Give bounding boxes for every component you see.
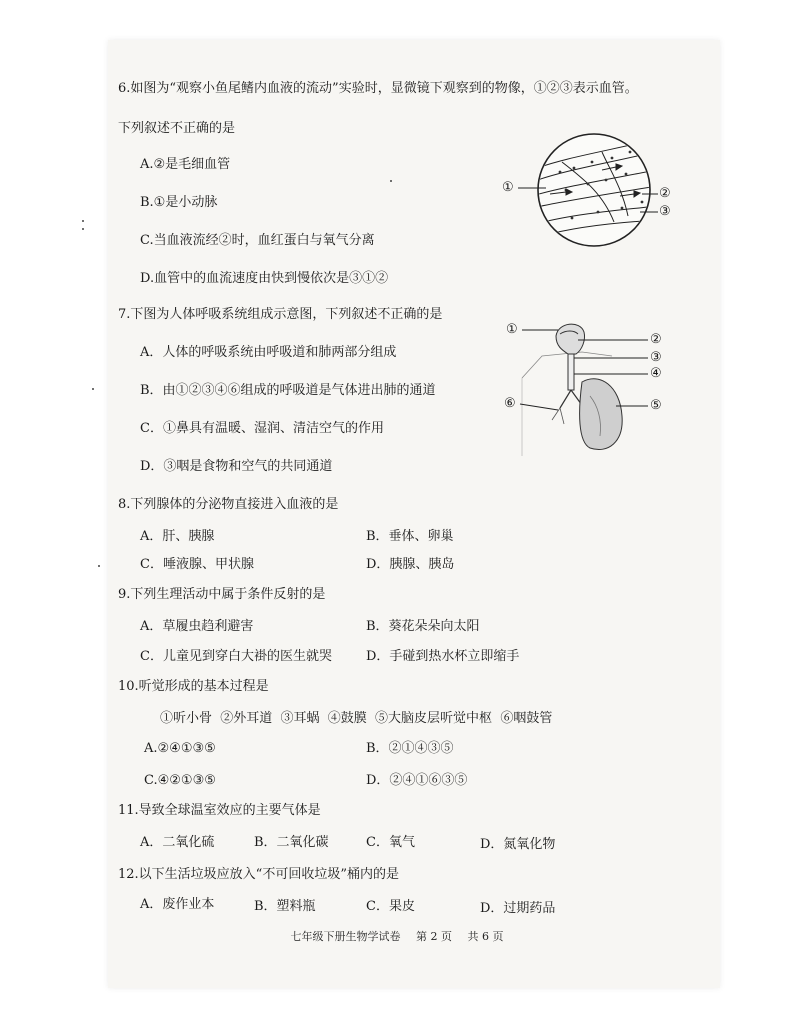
q6-option-d: D.血管中的血流速度由快到慢依次是③①② [140, 271, 389, 286]
respiratory-system-diagram [502, 316, 672, 466]
q7-option-c: C．①鼻具有温暖、湿润、清洁空气的作用 [140, 421, 384, 436]
q6-option-b: B.①是小动脉 [140, 195, 218, 210]
speck [390, 180, 392, 182]
q7-respiratory-figure [502, 316, 672, 466]
q11-option-c: C．氧气 [366, 835, 415, 850]
speck [92, 388, 94, 390]
q7-label-4: ④ [650, 366, 662, 381]
q7-stem: 7.下图为人体呼吸系统组成示意图，下列叙述不正确的是 [118, 307, 443, 322]
q10-option-a: A.②④①③⑤ [144, 741, 216, 756]
q7-label-5: ⑤ [650, 398, 662, 413]
q8-option-c: C．唾液腺、甲状腺 [140, 557, 254, 572]
q10-stem: 10.听觉形成的基本过程是 [118, 679, 269, 694]
q6-option-c: C.当血液流经②时，血红蛋白与氧气分离 [140, 233, 375, 248]
q6-stem-line1: 6.如图为“观察小鱼尾鳍内血液的流动”实验时，显微镜下观察到的物像，①②③表示血管。 [118, 81, 638, 96]
q11-stem: 11.导致全球温室效应的主要气体是 [118, 803, 321, 818]
q6-label-3: ③ [659, 204, 671, 219]
speck [82, 220, 84, 222]
q9-option-a: A．草履虫趋利避害 [140, 619, 254, 634]
q12-option-a: A．废作业本 [140, 897, 215, 912]
q7-label-3: ③ [650, 350, 662, 365]
q10-option-d: D．②④①⑥③⑤ [366, 773, 468, 788]
speck [98, 565, 100, 567]
q12-option-c: C．果皮 [366, 899, 415, 914]
speck [82, 228, 84, 230]
q6-label-2: ② [659, 186, 671, 201]
q7-label-1: ① [506, 322, 518, 337]
q11-option-b: B．二氧化碳 [254, 835, 329, 850]
q10-option-b: B．②①④③⑤ [366, 741, 454, 756]
page-footer [0, 928, 794, 944]
q11-option-d: D．氮氧化物 [480, 837, 556, 852]
q8-option-b: B．垂体、卵巢 [366, 529, 454, 544]
q8-stem: 8.下列腺体的分泌物直接进入血液的是 [118, 497, 339, 512]
q6-stem-line2: 下列叙述不正确的是 [118, 121, 236, 136]
q8-option-d: D．胰腺、胰岛 [366, 557, 455, 572]
q9-stem: 9.下列生理活动中属于条件反射的是 [118, 587, 326, 602]
q10-option-c: C.④②①③⑤ [144, 773, 216, 788]
q9-option-c: C．儿童见到穿白大褂的医生就哭 [140, 649, 332, 664]
q8-option-a: A．肝、胰腺 [140, 529, 215, 544]
q6-option-a: A.②是毛细血管 [140, 157, 231, 172]
q7-option-d: D．③咽是食物和空气的共同通道 [140, 459, 333, 474]
q11-option-a: A．二氧化硫 [140, 835, 215, 850]
footer-total: 共 6 页 [467, 930, 504, 943]
q10-items: ①听小骨 ②外耳道 ③耳蜗 ④鼓膜 ⑤大脑皮层听觉中枢 ⑥咽鼓管 [160, 711, 553, 726]
q6-label-1: ① [502, 180, 514, 195]
q9-option-d: D．手碰到热水杯立即缩手 [366, 649, 520, 664]
microscope-view-diagram [502, 130, 672, 260]
q12-option-b: B．塑料瓶 [254, 899, 316, 914]
q12-stem: 12.以下生活垃圾应放入“不可回收垃圾”桶内的是 [118, 867, 399, 882]
q7-label-2: ② [650, 332, 662, 347]
footer-title: 七年级下册生物学试卷 [290, 930, 401, 943]
q6-microscope-figure [502, 130, 672, 260]
q7-option-b: B．由①②③④⑥组成的呼吸道是气体进出肺的通道 [140, 383, 436, 398]
q9-option-b: B．葵花朵朵向太阳 [366, 619, 480, 634]
footer-page: 第 2 页 [416, 930, 452, 943]
q12-option-d: D．过期药品 [480, 901, 556, 916]
q7-label-6: ⑥ [504, 396, 516, 411]
q7-option-a: A．人体的呼吸系统由呼吸道和肺两部分组成 [140, 345, 397, 360]
